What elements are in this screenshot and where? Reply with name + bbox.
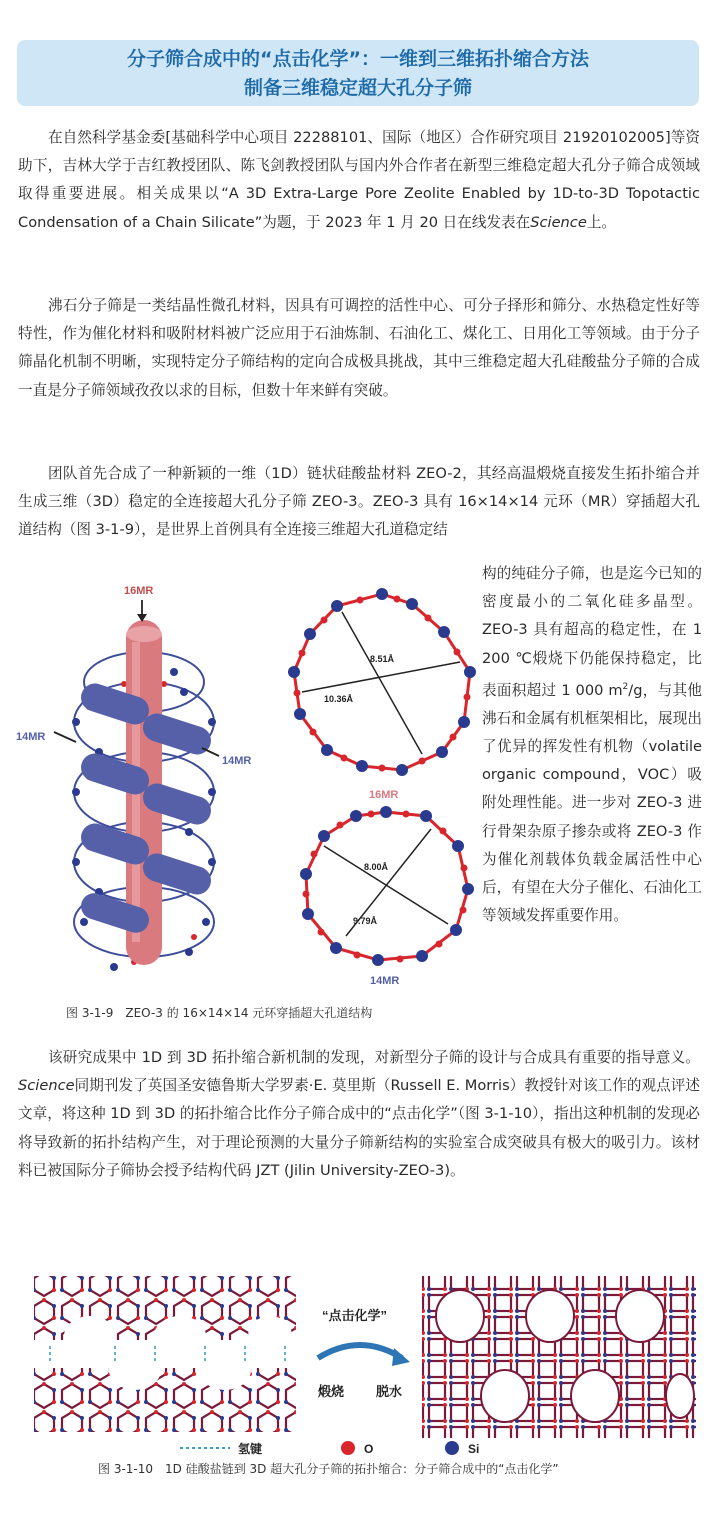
figure-3-1-10-caption: 图 3-1-10 1D 硅酸盐链到 3D 超大孔分子筛的拓扑缩合：分子筛合成中的“点击化学” <box>98 1462 559 1476</box>
figure-zeo3-channels <box>14 572 480 992</box>
paragraph-1: 在自然科学基金委[基础科学中心项目 22288101、国际（地区）合作研究项目 21920102005]等资助下，吉林大学于吉红教授团队、陈飞剑教授团队与国内外合作者在新型三维稳定超大孔分子筛合成领域取得重要进展。相关成果以“A 3D Extra-Large Pore Zeolite Enabled by 1D-to-3D Topotactic Condensation of a Chain Silicate”为题，于 2023 年 1 月 20 日在线发表在Science上。 <box>18 129 700 231</box>
paragraph-2: 沸石分子筛是一类结晶性微孔材料，因具有可调控的活性中心、可分子择形和筛分、水热稳定性好等特性，作为催化材料和吸附材料被广泛应用于石油炼制、石油化工、煤化工、日用化工等领域。由于分子筛晶化机制不明晰，实现特定分子筛结构的定向合成极具挑战，其中三维稳定超大孔硅酸盐分子筛的合成一直是分子筛领域孜孜以求的目标，但数十年来鲜有突破。 <box>18 297 700 399</box>
label-16mr: 16MR <box>124 585 154 597</box>
ring16-distance-1: 8.51Å <box>370 654 395 664</box>
chain-silicate-left <box>34 1276 296 1432</box>
label-14mr-left: 14MR <box>16 731 46 743</box>
title-line-1: 分子筛合成中的“点击化学”：一维到三维拓扑缩合方法 <box>127 48 589 70</box>
ring-16mr <box>288 588 476 776</box>
legend-o: O <box>364 1442 374 1456</box>
ring14-distance-1: 8.00Å <box>364 862 389 872</box>
figure-click-chemistry <box>30 1270 700 1460</box>
ring-14mr <box>300 806 474 966</box>
ring16-distance-2: 10.36Å <box>324 694 354 704</box>
ring14-label: 14MR <box>370 975 400 987</box>
dehydrate-label: 脱水 <box>376 1384 403 1399</box>
label-14mr-right: 14MR <box>222 755 252 767</box>
click-chemistry-label: “点击化学” <box>322 1308 388 1323</box>
transformation-arrow <box>318 1345 410 1366</box>
silicon-legend-dot <box>445 1441 459 1455</box>
oxygen-legend-dot <box>341 1441 355 1455</box>
paragraph-3-side: 构的纯硅分子筛，也是迄今已知的密度最小的二氧化硅多晶型。ZEO-3 具有超高的稳定性，在 1 200 ℃煅烧下仍能保持稳定，比表面积超过 1 000 $m^2/g$，与其他沸石和金属有机框架相比，展现出了优异的挥发性有机物（volatile organic compound，VOC）吸附处理性能。进一步对 ZEO-3 进行骨架杂原子掺杂或将 ZEO-3 作为催化剂载体负载金属活性中心后，有望在大分子催化、石油化工等领域发挥重要作用。 <box>482 565 702 925</box>
calcine-label: 煅烧 <box>318 1384 345 1399</box>
figure-3-1-9-caption: 图 3-1-9 ZEO-3 的 16×14×14 元环穿插超大孔道结构 <box>66 1006 373 1020</box>
ring16-label: 16MR <box>369 789 399 801</box>
title-banner <box>17 40 699 106</box>
legend-si: Si <box>468 1442 480 1456</box>
ring14-distance-2: 9.79Å <box>353 916 378 926</box>
title-line-2: 制备三维稳定超大孔分子筛 <box>243 77 472 99</box>
legend-hbond: 氢键 <box>238 1442 263 1456</box>
framework-3d-right <box>422 1276 696 1438</box>
paragraph-3-top: 团队首先合成了一种新颖的一维（1D）链状硅酸盐材料 ZEO-2，其经高温煅烧直接发生拓扑缩合并生成三维（3D）稳定的全连接超大孔分子筛 ZEO-3。ZEO-3 具有 16×14×14 元环（MR）穿插超大孔道结构（图 3-1-9），是世界上首例具有全连接三维超大孔道稳定结 <box>18 465 700 539</box>
paragraph-4: 该研究成果中 1D 到 3D 拓扑缩合新机制的发现，对新型分子筛的设计与合成具有重要的指导意义。Science同期刊发了英国圣安德鲁斯大学罗素·E. 莫里斯（Russell E. Morris）教授针对该工作的观点评述文章，将这种 1D 到 3D 的拓扑缩合比作分子筛合成中的“点击化学”（图 3-1-10），指出这种机制的发现必将导致新的拓扑结构产生，对于理论预测的大量分子筛新结构的实验室合成突破具有极大的吸引力。该材料已被国际分子筛协会授予结构代码 JZT (Jilin University-ZEO-3)。 <box>18 1049 700 1179</box>
